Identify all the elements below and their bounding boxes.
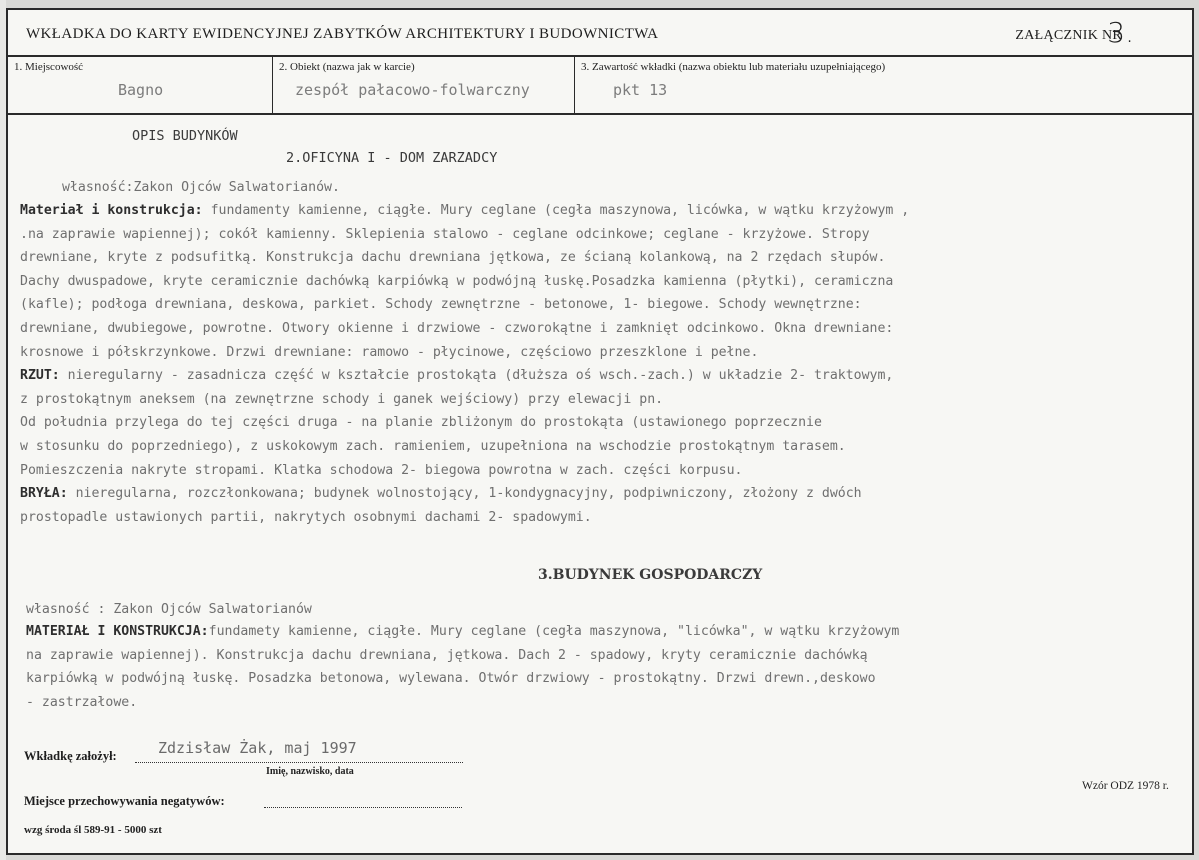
text-line (20, 321, 893, 336)
line-label: RZUT: (20, 368, 60, 384)
line-text: nieregularny - zasadnicza część w kształcie prostokąta (dłuższa oś wsch.-zach.) w układzie 2- traktowym, (59, 368, 894, 384)
line-text: z prostokątnym aneksem (na zewnętrzne schody i ganek wejściowy) przy elewacji pn. (20, 391, 664, 407)
text-line (20, 203, 909, 218)
text-line (20, 227, 870, 242)
card-header (8, 10, 1192, 57)
line-text: drewniane, dwubiegowe, powrotne. Otwory okienne i drzwiowe - czworokątne i zamknięt odcinkowo. Okna drewniane: (20, 321, 894, 336)
line-text: w stosunku do poprzedniego), z uskokowym zach. ramieniem, uzupełniona na wschodzie prostokątnym tarasem. (20, 439, 846, 454)
fields-row (8, 57, 1192, 115)
text-line (26, 671, 876, 686)
line-text: prostopadle ustawionych partii, nakrytych osobnymi dachami 2- spadowymi. (20, 509, 592, 525)
text-line (20, 250, 885, 265)
field-object-label: 2. Obiekt (nazwa jak w karcie) (279, 61, 415, 73)
section2-ownership: własność:Zakon Ojców Salwatorianów. (62, 180, 340, 195)
line-label: Materiał i konstrukcja: (20, 203, 203, 218)
text-line (26, 648, 868, 663)
text-line (26, 624, 899, 639)
line-text: Dachy dwuspadowe, kryte ceramicznie dachówką karpiówką w podwójną łuskę.Posadzka kamienna (płytki), ceramiczna (20, 273, 894, 289)
field-content-label: 3. Zawartość wkładki (nazwa obiektu lub materiału uzupełniającego) (581, 61, 886, 73)
field-object-value: zespół pałacowo-folwarczny (295, 81, 530, 99)
line-text: - zastrzałowe. (26, 694, 138, 710)
text-line (20, 439, 846, 454)
text-line (20, 463, 743, 478)
field-object (273, 57, 575, 113)
created-by-caption: Imię, nazwisko, data (266, 766, 354, 777)
text-line (20, 415, 822, 430)
line-text: nieregularna, rozczłonkowana; budynek wolnostojący, 1-kondygnacyjny, podpiwniczony, złożony z dwóch (67, 486, 862, 502)
field-content-value: pkt 13 (613, 81, 668, 99)
annex-number: 3. (1107, 16, 1134, 49)
line-text: fundamety kamienne, ciągłe. Mury ceglane (cegła maszynowa, "licówka", w wątku krzyżowym (208, 624, 900, 639)
section3-title: 3.BUDYNEK GOSPODARCZY (538, 567, 763, 583)
created-by-value: Zdzisław Żak, maj 1997 (158, 739, 357, 757)
line-text: karpiówką w podwójną łuskę. Posadzka betonowa, wylewana. Otwór drzwiowy - prostokątny. Drzwi drewn.,deskowo (26, 671, 876, 687)
text-line (20, 345, 758, 360)
line-text: krosnowe i półskrzynkowe. Drzwi drewniane: ramowo - płycinowe, częściowo przeszklone i pełne. (20, 344, 759, 360)
field-content (575, 57, 1196, 113)
form-pattern: Wzór ODZ 1978 r. (1082, 780, 1169, 792)
record-insert-card (6, 8, 1194, 855)
line-text: Pomieszczenia nakryte stropami. Klatka schodowa 2- biegowa powrotna w zach. części korpusu. (20, 462, 743, 478)
text-line (26, 695, 137, 710)
print-info: wzg środa śl 589-91 - 5000 szt (24, 824, 162, 836)
text-line (20, 392, 663, 407)
description-heading: OPIS BUDYNKÓW (132, 128, 238, 144)
line-text: (kafle); podłoga drewniana, deskowa, parkiet. Schody zewnętrzne - betonowe, 1- biegowe. Schody wewnętrzne: (20, 297, 862, 313)
card-title: WKŁADKA DO KARTY EWIDENCYJNEJ ZABYTKÓW ARCHITEKTURY I BUDOWNICTWA (26, 26, 659, 42)
text-line (20, 274, 893, 289)
text-line (20, 297, 862, 312)
section3-ownership: własność : Zakon Ojców Salwatorianów (26, 602, 312, 617)
line-text: na zaprawie wapiennej). Konstrukcja dachu drewniana, jętkowa. Dach 2 - spadowy, kryty ceramicznie dachówką (26, 647, 868, 663)
annex-label: ZAŁĄCZNIK NR (1015, 28, 1122, 43)
negatives-label: Miejsce przechowywania negatywów: (24, 794, 225, 808)
line-text: fundamenty kamienne, ciągłe. Mury ceglane (cegła maszynowa, licówka, w wątku krzyżowym , (202, 203, 910, 218)
field-locality-label: 1. Miejscowość (14, 61, 84, 73)
field-locality-value: Bagno (118, 81, 164, 99)
created-by-label: Wkładkę założył: (24, 749, 117, 763)
line-label: MATERIAŁ I KONSTRUKCJA: (26, 624, 209, 639)
text-line (20, 368, 893, 383)
line-text: drewniane, kryte z podsufitką. Konstrukcja dachu drewniana jętkowa, ze ścianą kolankową, na 2 rzędach słupów. (20, 250, 886, 266)
line-text: .na zaprawie wapiennej); cokół kamienny. Sklepienia stalowo - ceglane odcinkowe; ceglane - krzyżowe. Stropy (20, 226, 870, 242)
section2-title: 2.OFICYNA I - DOM ZARZADCY (286, 150, 498, 166)
created-by-line (135, 762, 463, 763)
text-line (20, 510, 592, 525)
negatives-line (264, 807, 462, 808)
text-line (20, 486, 862, 501)
line-label: BRYŁA: (20, 486, 68, 502)
line-text: Od południa przylega do tej części druga - na planie zbliżonym do prostokąta (ustawionego poprzecznie (20, 415, 822, 431)
field-locality (8, 57, 273, 113)
